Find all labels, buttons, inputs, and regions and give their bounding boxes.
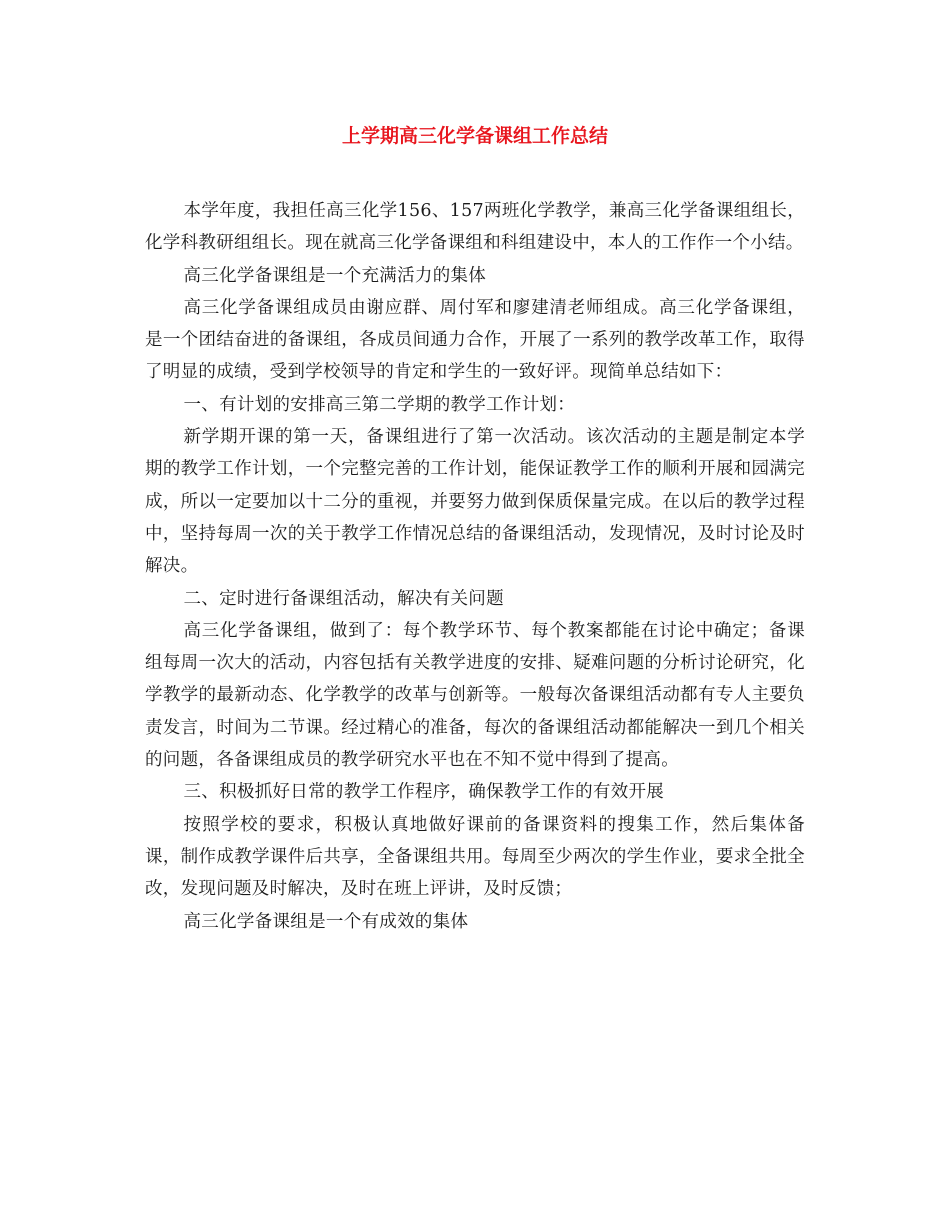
paragraph-section-1-heading: 一、有计划的安排高三第二学期的教学工作计划： [183, 394, 576, 415]
paragraph-heading-effective: 高三化学备课组是一个有成效的集体 [183, 911, 469, 932]
paragraph-section-1-body: 新学期开课的第一天，备课组进行了第一次活动。该次活动的主题是制定本学期的教学工作计划，一个完整完善的工作计划，能保证教学工作的顺利开展和园满完成，所以一定要加以十二分的重视，并要努力做到保质保量完成。在以后的教学过程中，坚持每周一次的关于教学工作情况总结的备课组活动，发现情况，及时讨论及时解决。 [145, 427, 805, 577]
document-title: 上学期高三化学备课组工作总结 [341, 125, 608, 147]
document-body [145, 195, 805, 938]
paragraph-members: 高三化学备课组成员由谢应群、周付军和廖建清老师组成。高三化学备课组，是一个团结奋进的备课组，各成员间通力合作，开展了一系列的教学改革工作，取得了明显的成绩，受到学校领导的肯定和学生的一致好评。现简单总结如下： [145, 297, 805, 383]
paragraph-section-3-heading: 三、积极抓好日常的教学工作程序，确保教学工作的有效开展 [183, 782, 665, 803]
paragraph-intro: 本学年度，我担任高三化学156、157两班化学教学，兼高三化学备课组组长，化学科教研组组长。现在就高三化学备课组和科组建设中，本人的工作作一个小结。 [145, 201, 805, 254]
paragraph-section-2-body: 高三化学备课组，做到了：每个教学环节、每个教案都能在讨论中确定；备课组每周一次大的活动，内容包括有关教学进度的安排、疑难问题的分析讨论研究，化学教学的最新动态、化学教学的改革与创新等。一般每次备课组活动都有专人主要负责发言，时间为二节课。经过精心的准备，每次的备课组活动都能解决一到几个相关的问题，各备课组成员的教学研究水平也在不知不觉中得到了提高。 [145, 620, 805, 771]
paragraph-section-2-heading: 二、定时进行备课组活动，解决有关问题 [183, 588, 504, 609]
paragraph-section-3-body: 按照学校的要求，积极认真地做好课前的备课资料的搜集工作，然后集体备课，制作成教学课件后共享，全备课组共用。每周至少两次的学生作业，要求全批全改，发现问题及时解决，及时在班上评讲，及时反馈； [145, 814, 805, 900]
paragraph-heading-vitality: 高三化学备课组是一个充满活力的集体 [183, 265, 487, 286]
